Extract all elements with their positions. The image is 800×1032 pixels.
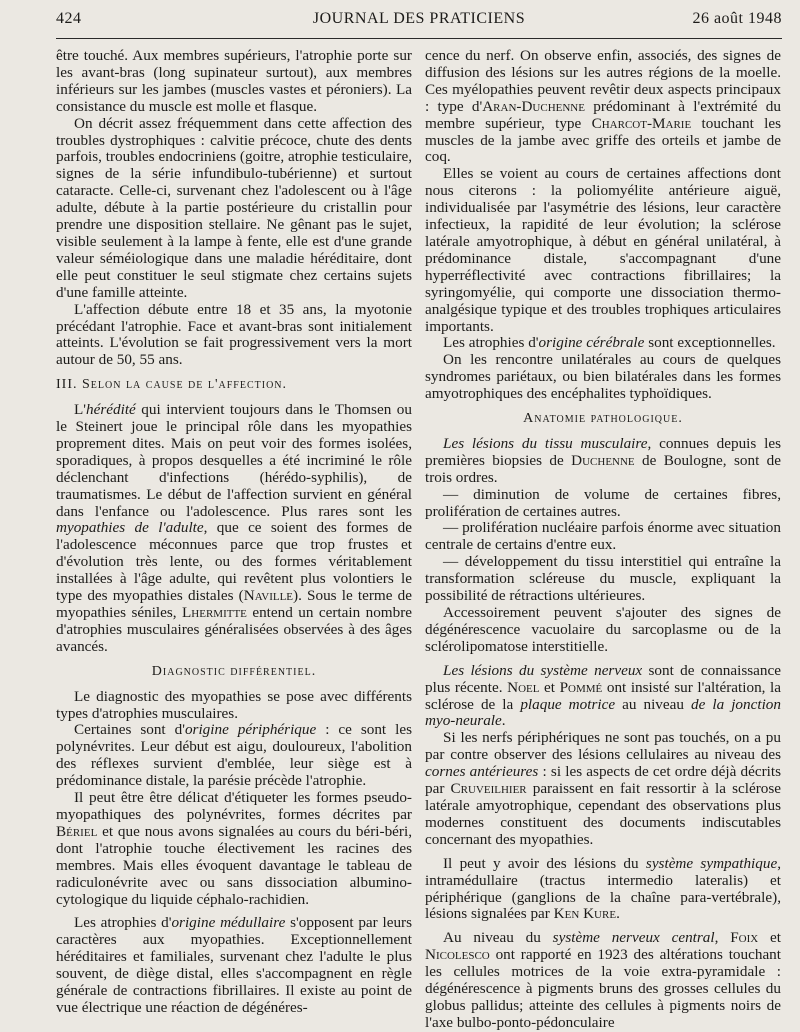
emphasis: origine médullaire	[171, 914, 286, 932]
text-run: L'	[74, 401, 87, 419]
author-name: Bériel	[56, 822, 98, 840]
text-run: de Boulogne, sont de trois ordres.	[425, 451, 781, 486]
author-name: Naville	[243, 587, 294, 605]
section-number: III.	[56, 377, 78, 393]
text-run: : si les aspects de cet ordre déjà décrits par	[425, 763, 781, 798]
journal-title: JOURNAL DES PRATICIENS	[312, 10, 526, 27]
text-run: Il peut y avoir des lésions du	[443, 854, 646, 872]
paragraph	[425, 48, 781, 166]
emphasis: origine périphérique	[184, 721, 317, 739]
paragraph	[425, 663, 781, 731]
text-run: : ce sont les polynévrites. Leur début est aigu, douloureux, l'abolition des réflexes survient d'emblée, leur siège est à prédominance distale, la parésie précède l'atrophie.	[56, 721, 412, 790]
author-name: Noel	[507, 678, 540, 696]
header-rule	[56, 38, 782, 39]
text-run: et	[539, 678, 560, 696]
text-run: sont de connaissance plus récente.	[425, 661, 781, 696]
list-item: — diminution de volume de certaines fibres, prolifération de certaines autres.	[425, 485, 781, 520]
text-run: Si les nerfs périphériques ne sont pas touchés, on a pu par contre observer des lésions cellulaires au niveau des	[425, 729, 781, 764]
text-run: au niveau	[615, 695, 691, 713]
emphasis: Les lésions du tissu musculaire	[443, 434, 648, 452]
emphasis: système sympathique	[645, 854, 778, 872]
paragraph	[56, 915, 412, 1016]
text-run: Certaines sont d'	[74, 721, 185, 739]
paragraph: On décrit assez fréquemment dans cette affection des troubles dystrophiques : calvitie précoce, chute des dents parfois, troubles endocriniens (goitre, atrophie testiculaire, signes de la série infundibulo-tubérienne) et surtout cataracte. Celle-ci, survenant chez l'adolescent ou à l'âge adulte, débute à la partie postérieure du cristallin pour prendre une disposition stellaire. Ne gênant pas le sujet, visible seulement à la lampe à fente, elle est d'une grande valeur séméiologique dans une maladie héréditaire, dont elle peut constituer le seul stigmate chez certains sujets d'une famille atteinte.	[56, 114, 412, 301]
text-run: Au niveau du	[443, 929, 553, 947]
emphasis: plaque motrice	[520, 695, 616, 713]
text-run: ont insisté sur l'altération, la sclérose de la	[425, 678, 781, 713]
text-run: , que ce soient des formes de l'adolescence méconnues parce que trop frustes et d'évolution très lente, ou des formes véritablement installées à l'âge adulte, qui revêtent plus volontiers le type des myopathies distales (	[56, 519, 412, 605]
author-name: Nicolesco	[425, 946, 490, 964]
section-heading-diagnostic: Diagnostic différentiel.	[151, 663, 317, 679]
text-run: , intramédullaire (tractus intermedio lateralis) et périphérique (ganglions de la chaîne para-vertébrale), lésions signalées par	[425, 854, 781, 923]
text-run: ont rapporté en 1923 des altérations touchant les cellules motrices de la voie extra-pyramidale : dégénérescence à pigments bruns des grosses cellules du globus pallidus; atteinte des cellules à pigments noirs de l'axe bulbo-ponto-pédonculaire	[425, 946, 781, 1031]
emphasis: Les lésions du système nerveux	[443, 661, 643, 679]
text-run: Les atrophies d'	[74, 914, 172, 932]
section-heading-cause	[56, 377, 412, 394]
author-name: Pommé	[559, 678, 603, 696]
text-run: ). Sous le terme de myopathies séniles,	[56, 587, 412, 621]
page-number: 424	[56, 10, 82, 27]
section-title: Selon la cause de l'affection.	[82, 377, 288, 393]
list-item: — prolifération nucléaire parfois énorme avec situation centrale de certains d'entre eux.	[425, 519, 781, 554]
paragraph: Le diagnostic des myopathies se pose avec différents types d'atrophies musculaires.	[56, 687, 412, 722]
text-run: et	[758, 929, 781, 947]
text-run: s'opposent par leurs caractères aux myopathies. Exceptionnellement héréditaires et familiales, survenant chez l'adulte le plus souvent, de diège distal, elles s'accompagnent en règle générale de contractions fibrillaires. Il existe au point de vue électrique une réaction de dégénéres-	[56, 914, 413, 1016]
paragraph	[56, 790, 412, 908]
emphasis: système nerveux central	[552, 929, 715, 947]
paragraph: L'affection débute entre 18 et 35 ans, la myotonie précédant l'atrophie. Face et avant-bras sont initialement atteints. L'évolution se fait progressivement vers la mort autour de 50, 55 ans.	[56, 300, 412, 369]
author-name: Aran-Duchenne	[482, 97, 585, 115]
text-run: prédominant à l'extrémité du membre supérieur, type	[425, 97, 781, 132]
emphasis: de la jonction myo-neurale	[425, 695, 781, 730]
text-run: sont exceptionnelles.	[644, 334, 776, 352]
paragraph	[425, 335, 781, 352]
paragraph: être touché. Aux membres supérieurs, l'atrophie porte sur les avant-bras (long supinateur surtout), aux membres inférieurs sur les jambes (muscles vastes et péroniers). La consistance du muscle est molle et flasque.	[56, 47, 412, 115]
emphasis: cornes antérieures	[425, 763, 539, 781]
paragraph: Elles se voient au cours de certaines affections dont nous citerons : la poliomyélite antérieure aiguë, individualisée par l'asymétrie des lésions, leur caractère infectieux, la rapidité de leur évolution; la sclérose latérale amyotrophique, à début en général unilatéral, à prédominance distale, s'accompagnant d'une hyperréflectivité avec contractions fibrillaires; la syringomyélie, qui comporte une dissociation thermo-analgésique typique et des troubles trophiques articulaires importants.	[425, 165, 781, 335]
author-name: Foix	[730, 929, 759, 947]
author-name: Charcot-Marie	[591, 114, 692, 132]
list-item: — développement du tissu interstitiel qui entraîne la transformation scléreuse du muscle, expliquant la possibilité de rétractions ultérieures.	[425, 553, 781, 605]
text-run: .	[501, 712, 506, 730]
text-run: touchant les muscles de la jambe avec griffe des orteils et jambe de coq.	[425, 114, 782, 166]
author-name: Duchenne	[571, 451, 635, 469]
running-header	[56, 10, 782, 36]
author-name: Cruveilhier	[450, 780, 527, 798]
text-run: .	[616, 905, 620, 923]
right-column	[425, 48, 781, 1032]
text-run: qui intervient toujours dans le Thomsen ou le Steinert joue le principal rôle dans les myopathies proprement dites. Mais on peut voir des formes isolées, sporadiques, à propos desquelles a été incriminé le rôle déclenchant d'infections (hérédo-syphilis), de traumatismes. Le début de l'affection survient en général dans l'enfance ou l'adolescence. Plus rares sont les	[56, 401, 412, 520]
paragraph	[425, 436, 781, 487]
left-column	[56, 48, 412, 1017]
emphasis: hérédité	[86, 401, 136, 419]
text-run: et que nous avons signalées au cours du béri-béri, dont l'atrophie touche électivement les racines des membres. Mais elles évoquent davantage le tableau de radiculonévrite avec ou sans dissociation albumino-cytologique du liquide céphalo-rachidien.	[56, 822, 412, 908]
section-heading-anatomy: Anatomie pathologique.	[523, 411, 683, 427]
paragraph	[425, 730, 781, 848]
paragraph: Accessoirement peuvent s'ajouter des signes de dégénérescence vacuolaire du sarcoplasme ou de la sclérolipomatose interstitielle.	[425, 604, 781, 655]
text-run: Il peut être être délicat d'étiqueter les formes pseudo-myopathiques des polynévrites, formes décrites par	[56, 789, 412, 823]
paragraph: On les rencontre unilatérales au cours de quelques syndromes pariétaux, ou bien bilatérales dans les formes amyotrophiques des encéphalites typhoïdiques.	[425, 351, 781, 403]
text-run: , connues depuis les premières biopsies de	[425, 434, 781, 469]
emphasis: origine cérébrale	[538, 334, 645, 352]
issue-date: 26 août 1948	[692, 10, 782, 27]
paragraph	[56, 722, 412, 790]
text-run: Les atrophies d'	[443, 334, 539, 352]
paragraph	[56, 402, 412, 656]
paragraph	[425, 930, 781, 1031]
text-run: ,	[714, 929, 731, 947]
author-name: Ken Kure	[553, 905, 617, 923]
author-name: Lhermitte	[182, 604, 247, 621]
text-run: entend un certain nombre d'atrophies musculaires généralisées observées à des âges avancés.	[56, 604, 412, 655]
paragraph	[425, 856, 781, 924]
text-run: paraissent en fait ressortir à la sclérose latérale amyotrophique, cependant des observations plus modernes constituent des documents indiscutables concernant des myopathies.	[425, 780, 781, 848]
emphasis: myopathies de l'adulte	[56, 519, 204, 537]
text-run: cence du nerf. On observe enfin, associés, des signes de diffusion des lésions sur les autres régions de la moelle. Ces myélopathies peuvent revêtir deux aspects principaux : type d'	[425, 47, 781, 115]
